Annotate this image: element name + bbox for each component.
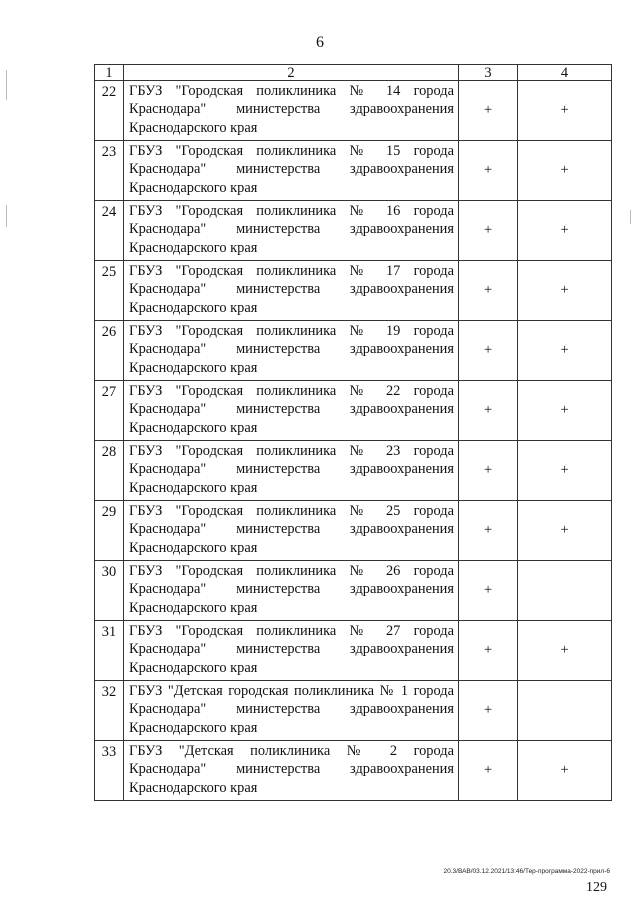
- table-row: [95, 501, 612, 561]
- sheet-number: 129: [586, 880, 607, 895]
- scan-artifact: [630, 210, 631, 224]
- column-4-mark: +: [518, 261, 612, 321]
- scan-artifact: [6, 70, 7, 100]
- facility-name: ГБУЗ "Городская поликлиника № 27 города Краснодара" министерства здравоохранения Краснодарского края: [124, 621, 459, 681]
- column-header-3: 3: [459, 65, 518, 81]
- row-number: 33: [95, 741, 124, 801]
- column-3-mark: +: [459, 201, 518, 261]
- column-4-mark: +: [518, 621, 612, 681]
- table-row: [95, 201, 612, 261]
- scan-artifact: [6, 205, 7, 227]
- column-3-mark: +: [459, 441, 518, 501]
- column-3-mark: +: [459, 561, 518, 621]
- column-4-mark: +: [518, 441, 612, 501]
- column-3-mark: +: [459, 321, 518, 381]
- table-row: [95, 261, 612, 321]
- column-header-4: 4: [518, 65, 612, 81]
- row-number: 27: [95, 381, 124, 441]
- column-4-mark: +: [518, 381, 612, 441]
- facility-name: ГБУЗ "Городская поликлиника № 23 города Краснодара" министерства здравоохранения Краснодарского края: [124, 441, 459, 501]
- facility-name: ГБУЗ "Городская поликлиника № 14 города Краснодара" министерства здравоохранения Краснодарского края: [124, 81, 459, 141]
- column-3-mark: +: [459, 501, 518, 561]
- row-number: 25: [95, 261, 124, 321]
- column-3-mark: +: [459, 261, 518, 321]
- column-3-mark: +: [459, 681, 518, 741]
- column-4-mark: +: [518, 321, 612, 381]
- table-row: [95, 381, 612, 441]
- row-number: 23: [95, 141, 124, 201]
- table-row: [95, 81, 612, 141]
- table-row: [95, 741, 612, 801]
- column-header-2: 2: [124, 65, 459, 81]
- facility-name: ГБУЗ "Городская поликлиника № 16 города Краснодара" министерства здравоохранения Краснодарского края: [124, 201, 459, 261]
- table-header-row: [95, 65, 612, 81]
- facility-name: ГБУЗ "Детская городская поликлиника № 1 города Краснодара" министерства здравоохранения Краснодарского края: [124, 681, 459, 741]
- facility-name: ГБУЗ "Городская поликлиника № 17 города Краснодара" министерства здравоохранения Краснодарского края: [124, 261, 459, 321]
- table-row: [95, 561, 612, 621]
- row-number: 26: [95, 321, 124, 381]
- column-4-mark: +: [518, 81, 612, 141]
- column-4-mark: +: [518, 501, 612, 561]
- row-number: 28: [95, 441, 124, 501]
- document-code: 20.3/ВАВ/03.12.2021/13:46/Тер-программа-2022-прил-6: [443, 868, 610, 875]
- table-row: [95, 141, 612, 201]
- column-4-mark: +: [518, 141, 612, 201]
- table-row: [95, 621, 612, 681]
- facility-name: ГБУЗ "Городская поликлиника № 15 города Краснодара" министерства здравоохранения Краснодарского края: [124, 141, 459, 201]
- row-number: 24: [95, 201, 124, 261]
- column-4-mark: +: [518, 201, 612, 261]
- column-3-mark: +: [459, 81, 518, 141]
- table-row: [95, 321, 612, 381]
- row-number: 31: [95, 621, 124, 681]
- page-number: 6: [316, 34, 324, 51]
- row-number: 22: [95, 81, 124, 141]
- facility-name: ГБУЗ "Городская поликлиника № 25 города Краснодара" министерства здравоохранения Краснодарского края: [124, 501, 459, 561]
- facility-name: ГБУЗ "Городская поликлиника № 19 города Краснодара" министерства здравоохранения Краснодарского края: [124, 321, 459, 381]
- column-4-mark: [518, 561, 612, 621]
- column-header-1: 1: [95, 65, 124, 81]
- row-number: 30: [95, 561, 124, 621]
- column-3-mark: +: [459, 141, 518, 201]
- column-4-mark: [518, 681, 612, 741]
- column-3-mark: +: [459, 741, 518, 801]
- table-row: [95, 681, 612, 741]
- table-row: [95, 441, 612, 501]
- column-4-mark: +: [518, 741, 612, 801]
- row-number: 29: [95, 501, 124, 561]
- facility-name: ГБУЗ "Детская поликлиника № 2 города Краснодара" министерства здравоохранения Краснодарского края: [124, 741, 459, 801]
- row-number: 32: [95, 681, 124, 741]
- facility-name: ГБУЗ "Городская поликлиника № 26 города Краснодара" министерства здравоохранения Краснодарского края: [124, 561, 459, 621]
- facility-table: [94, 64, 612, 801]
- facility-name: ГБУЗ "Городская поликлиника № 22 города Краснодара" министерства здравоохранения Краснодарского края: [124, 381, 459, 441]
- column-3-mark: +: [459, 381, 518, 441]
- column-3-mark: +: [459, 621, 518, 681]
